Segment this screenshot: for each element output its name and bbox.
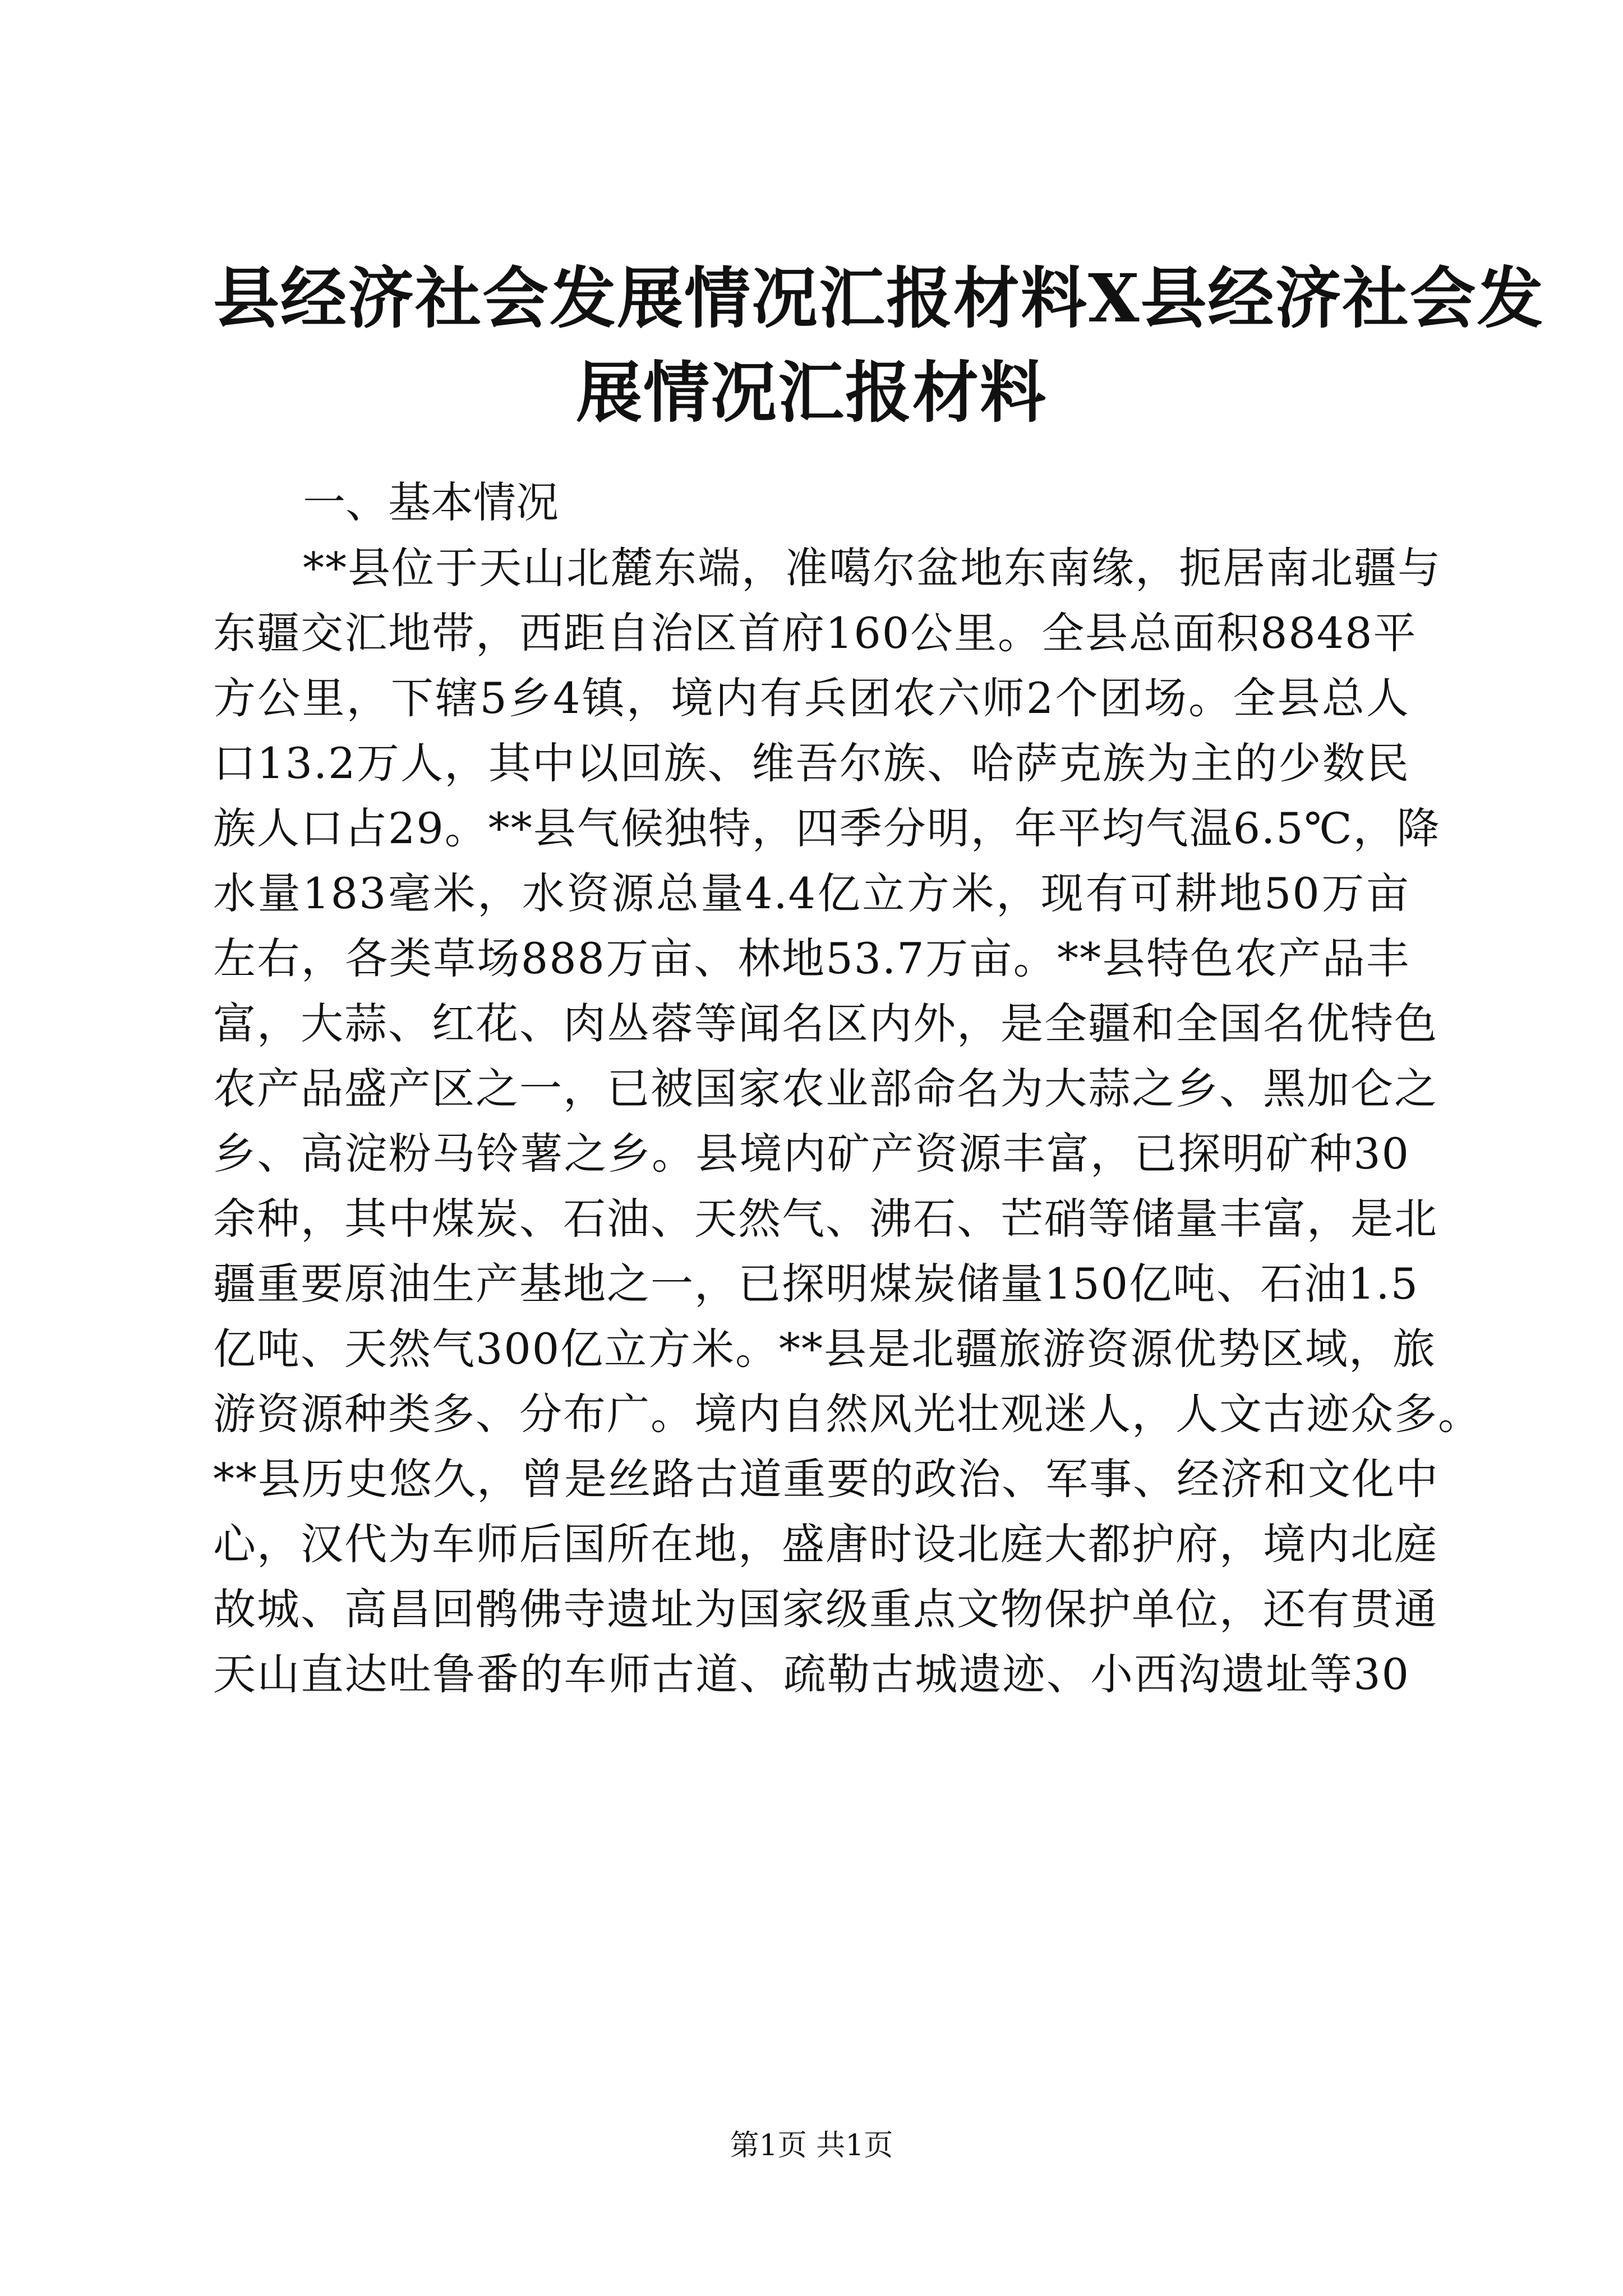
paragraph-line: **县位于天山北麓东端，准噶尔盆地东南缘，扼居南北疆与 bbox=[303, 543, 1441, 593]
paragraph-line: 口13.2万人，其中以回族、维吾尔族、哈萨克族为主的少数民 bbox=[213, 738, 1410, 788]
paragraph-line: 左右，各类草场888万亩、林地53.7万亩。**县特色农产品丰 bbox=[213, 933, 1410, 983]
paragraph-line: **县历史悠久，曾是丝路古道重要的政治、军事、经济和文化中 bbox=[213, 1454, 1439, 1504]
paragraph-line: 余种，其中煤炭、石油、天然气、沸石、芒硝等储量丰富，是北 bbox=[213, 1194, 1438, 1244]
paragraph-line: 心，汉代为车师后国所在地，盛唐时设北庭大都护府，境内北庭 bbox=[213, 1519, 1438, 1569]
title-line-1: 县经济社会发展情况汇报材料X县经济社会发 bbox=[213, 259, 1544, 337]
paragraph-line: 方公里，下辖5乡4镇，境内有兵团农六师2个团场。全县总人 bbox=[213, 673, 1410, 723]
paragraph-line: 疆重要原油生产基地之一，已探明煤炭储量150亿吨、石油1.5 bbox=[213, 1259, 1419, 1309]
paragraph-line: 族人口占29。**县气候独特，四季分明，年平均气温6.5℃，降 bbox=[213, 803, 1441, 853]
paragraph-line: 乡、高淀粉马铃薯之乡。县境内矿产资源丰富，已探明矿种30 bbox=[213, 1129, 1410, 1179]
paragraph-line: 故城、高昌回鹘佛寺遗址为国家级重点文物保护单位，还有贯通 bbox=[213, 1584, 1438, 1634]
paragraph-line: 农产品盛产区之一，已被国家农业部命名为大蒜之乡、黑加仑之 bbox=[213, 1064, 1438, 1114]
paragraph-line: 东疆交汇地带，西距自治区首府160公里。全县总面积8848平 bbox=[213, 608, 1417, 658]
paragraph-line: 亿吨、天然气300亿立方米。**县是北疆旅游资源优势区域，旅 bbox=[213, 1324, 1437, 1374]
title-line-2: 展情况汇报材料 bbox=[575, 353, 1047, 431]
paragraph-line: 游资源种类多、分布广。境内自然风光壮观迷人，人文古迹众多。 bbox=[213, 1389, 1482, 1439]
section-heading: 一、基本情况 bbox=[303, 477, 559, 527]
paragraph-line: 水量183毫米，水资源总量4.4亿立方米，现有可耕地50万亩 bbox=[213, 868, 1410, 918]
page-footer: 第1页 共1页 bbox=[730, 2129, 893, 2162]
paragraph-line: 天山直达吐鲁番的车师古道、疏勒古城遗迹、小西沟遗址等30 bbox=[213, 1649, 1410, 1699]
paragraph-line: 富，大蒜、红花、肉丛蓉等闻名区内外，是全疆和全国名优特色 bbox=[213, 999, 1438, 1048]
